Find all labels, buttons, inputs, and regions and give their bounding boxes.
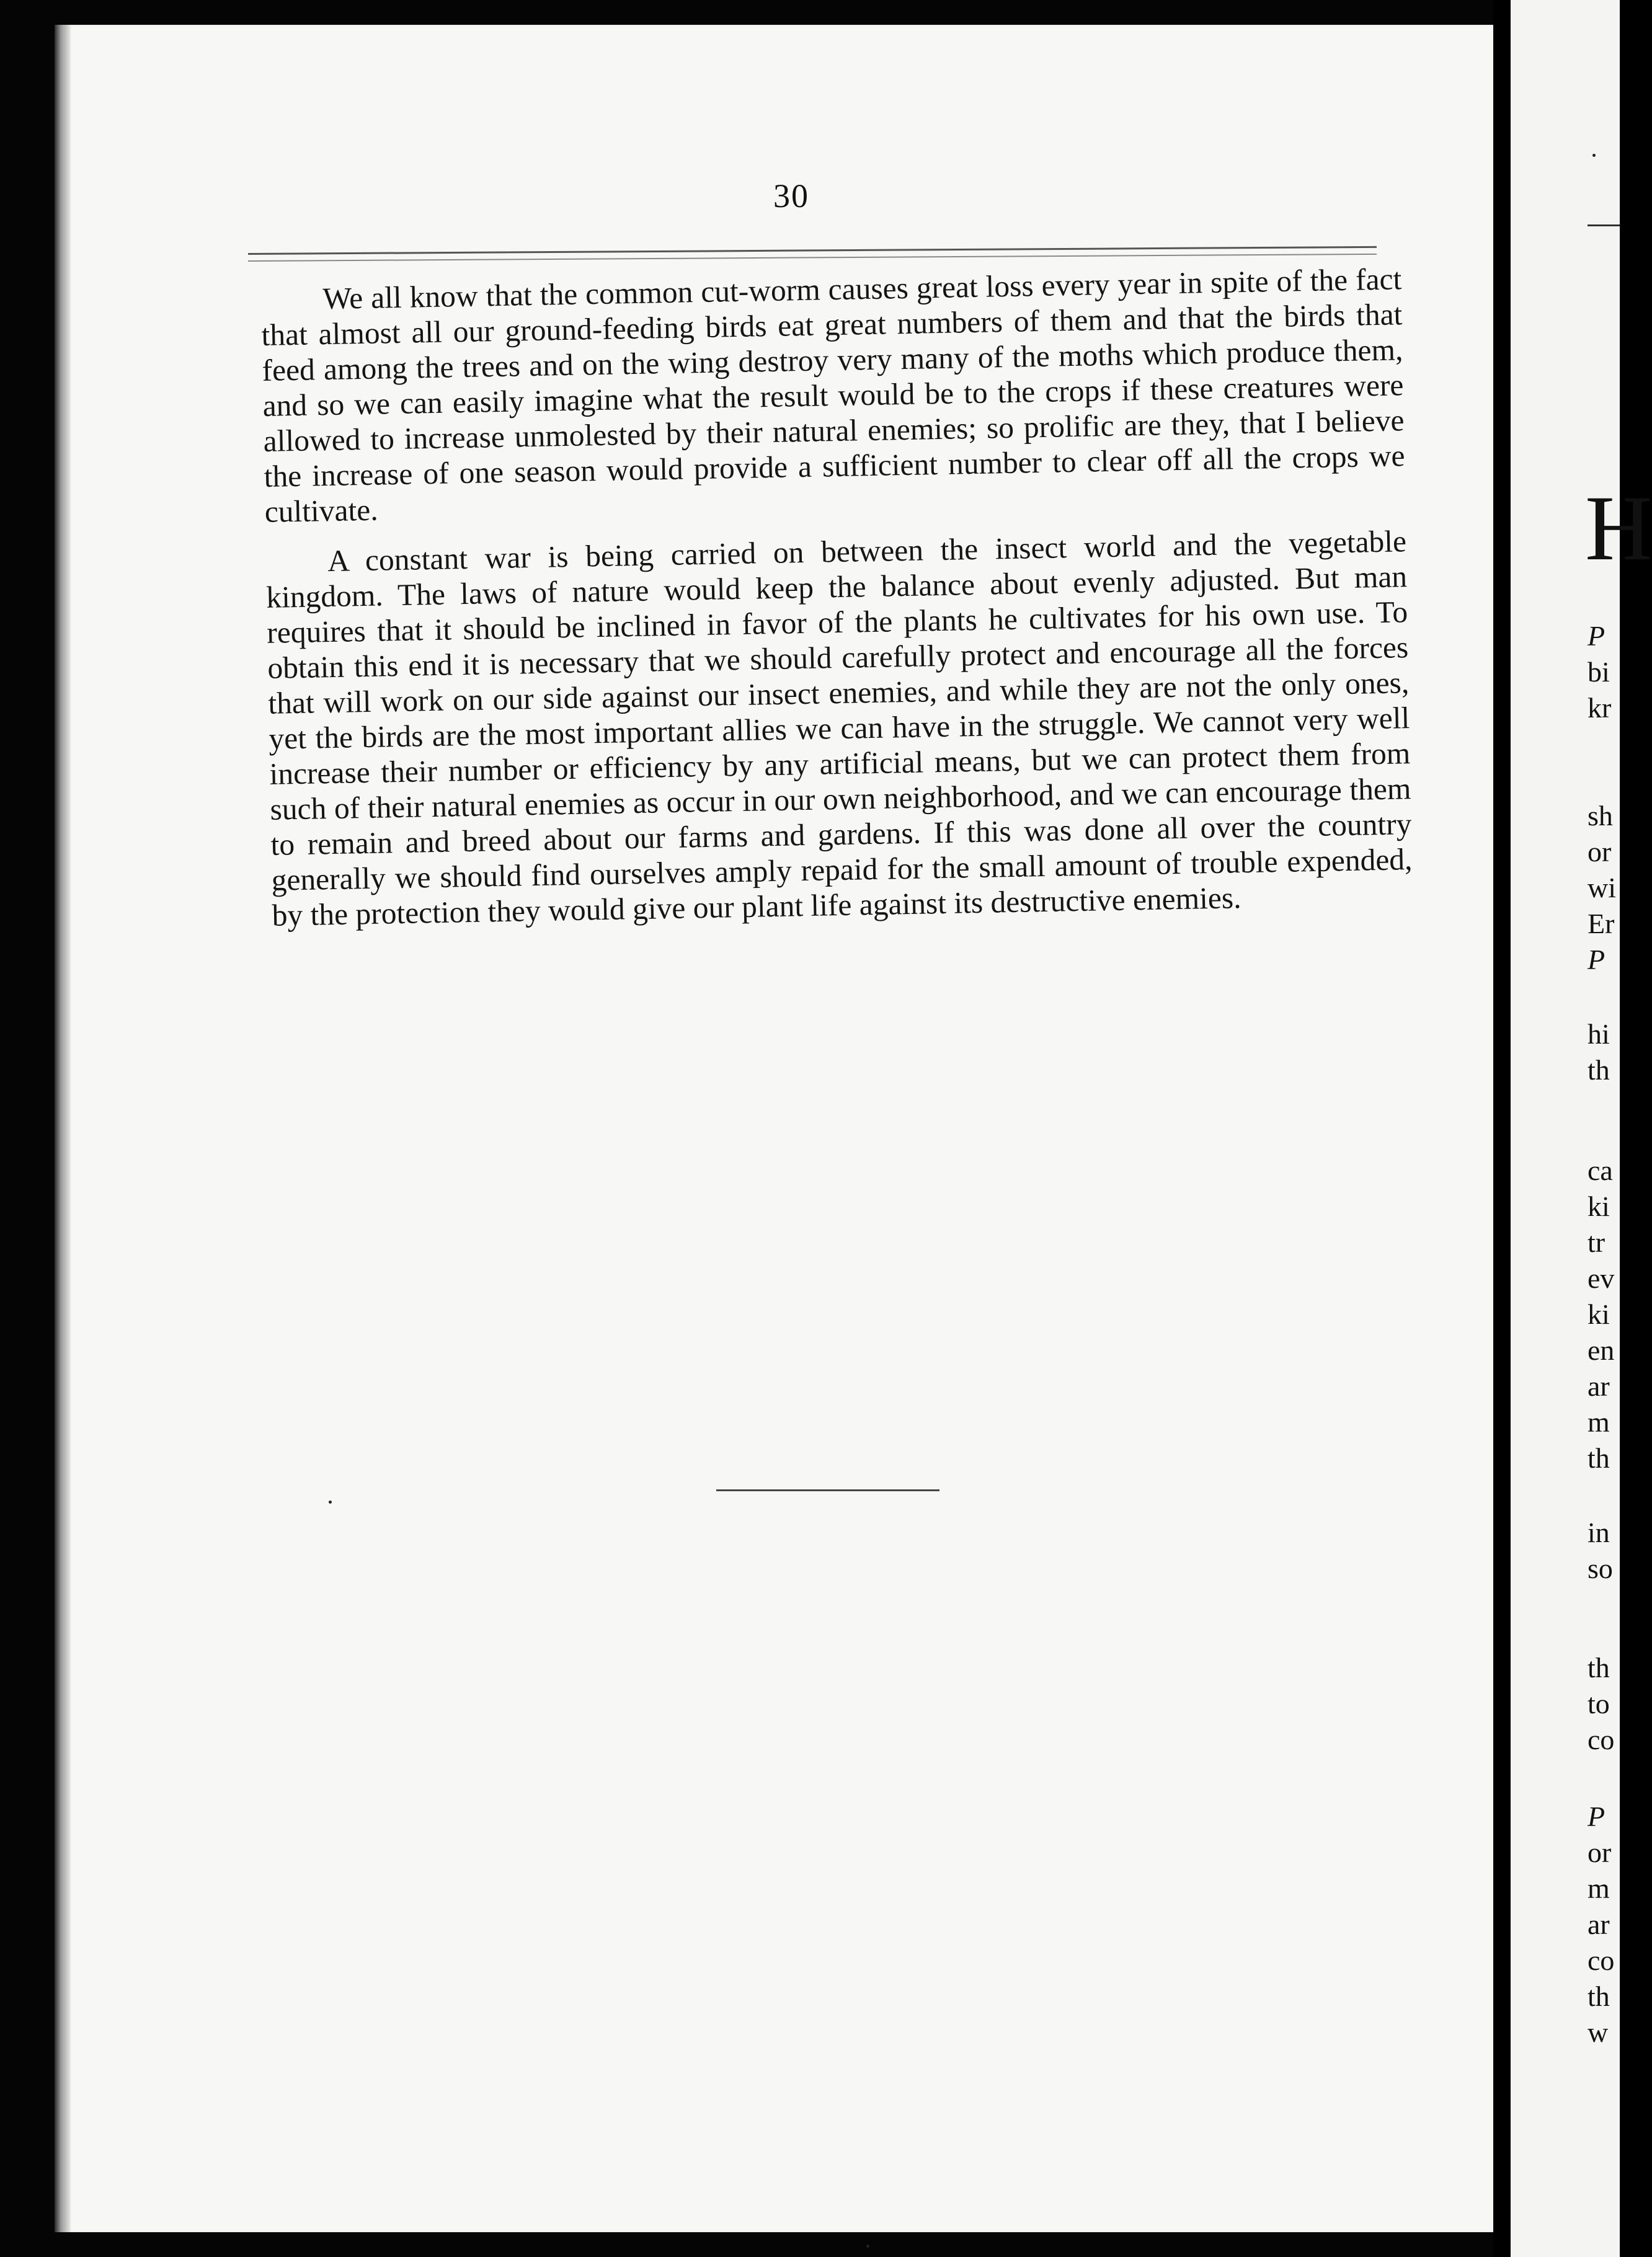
right-page-line-fragment: or — [1588, 836, 1612, 867]
binding-edge — [55, 25, 71, 2232]
right-page-heading-fragment: H — [1585, 477, 1652, 580]
right-page-line-fragment: in — [1588, 1517, 1610, 1548]
paragraph: A constant war is being carried on between the insect world and the vegetable kingdom. The laws of nature would keep the balance about evenly adjusted. But man requires that it should be inclined in favor of the plants he cultivates for his own use. To obtain this end it is necessary that we should carefully protect and encourage all the forces that will work on our side against our insect enemies, and while they are not the only ones, yet the birds are the most important allies we can have in the struggle. We cannot very well increase their number or efficiency by any artificial means, but we can protect them from such of their natural enemies as occur in our own neighborhood, and we can encourage them to remain and breed about our farms and gardens. If this was done all over the country generally we should find ourselves amply repaid for the small amount of trouble expended, by the protection they would give our plant life against its destructive enemies. — [265, 524, 1413, 933]
right-page-line-fragment: ev — [1588, 1262, 1615, 1294]
right-page-line-fragment: wi — [1588, 872, 1616, 903]
section-end-rule — [716, 1489, 939, 1491]
right-page-line-fragment: tr — [1588, 1226, 1605, 1258]
right-page-line-fragment: co — [1588, 1944, 1615, 1976]
right-page-line-fragment: sh — [1588, 800, 1613, 831]
page-number-text: 30 — [773, 177, 809, 215]
right-page-line-fragment: kr — [1588, 692, 1612, 724]
right-page-line-fragment: ki — [1588, 1298, 1610, 1330]
dust-speck — [1592, 154, 1596, 157]
dust-speck — [866, 2245, 869, 2248]
right-page-line-fragment: w — [1588, 2016, 1609, 2048]
right-page-line-fragment: th — [1588, 1442, 1610, 1474]
right-page-rule — [1588, 224, 1620, 226]
right-page-line-fragment: so — [1588, 1553, 1613, 1584]
dust-speck — [329, 1501, 332, 1504]
right-page-line-fragment: ar — [1588, 1370, 1610, 1402]
right-page-line-fragment: m — [1588, 1406, 1610, 1438]
right-page-line-fragment: or — [1588, 1837, 1612, 1868]
right-page-line-fragment: ki — [1588, 1191, 1610, 1222]
page-number — [0, 177, 1620, 215]
right-page-line-fragment: bi — [1588, 656, 1610, 688]
right-page-line-fragment: P — [1588, 620, 1605, 652]
right-page-line-fragment: P — [1588, 944, 1605, 975]
right-page-line-fragment: co — [1588, 1724, 1615, 1755]
right-page-line-fragment: ca — [1588, 1155, 1613, 1186]
right-page-line-fragment: hi — [1588, 1018, 1610, 1050]
right-page-line-fragment: m — [1588, 1873, 1610, 1904]
right-page-line-fragment: th — [1588, 1652, 1610, 1683]
right-page-line-fragment: P — [1588, 1801, 1605, 1832]
right-page-line-fragment: ar — [1588, 1909, 1610, 1940]
page-gutter — [1493, 0, 1511, 2257]
right-page-line-fragment: th — [1588, 1980, 1610, 2012]
right-page-line-fragment: th — [1588, 1054, 1610, 1086]
body-text — [260, 261, 1413, 948]
right-page-line-fragment: to — [1588, 1688, 1610, 1719]
right-page-line-fragment: en — [1588, 1334, 1615, 1366]
right-page-line-fragment: Er — [1588, 908, 1615, 939]
paragraph: We all know that the common cut-worm causes great loss every year in spite of the fact that almost all our ground-feeding birds eat great numbers of them and that the birds that feed among the trees and on the wing destroy very many of the moths which produce them, and so we can easily imagine what the result would be to the crops if these creatures were allowed to increase unmolested by their natural enemies; so prolific are they, that I believe the increase of one season would provide a sufficient number to clear off all the crops we cultivate. — [261, 262, 1405, 529]
